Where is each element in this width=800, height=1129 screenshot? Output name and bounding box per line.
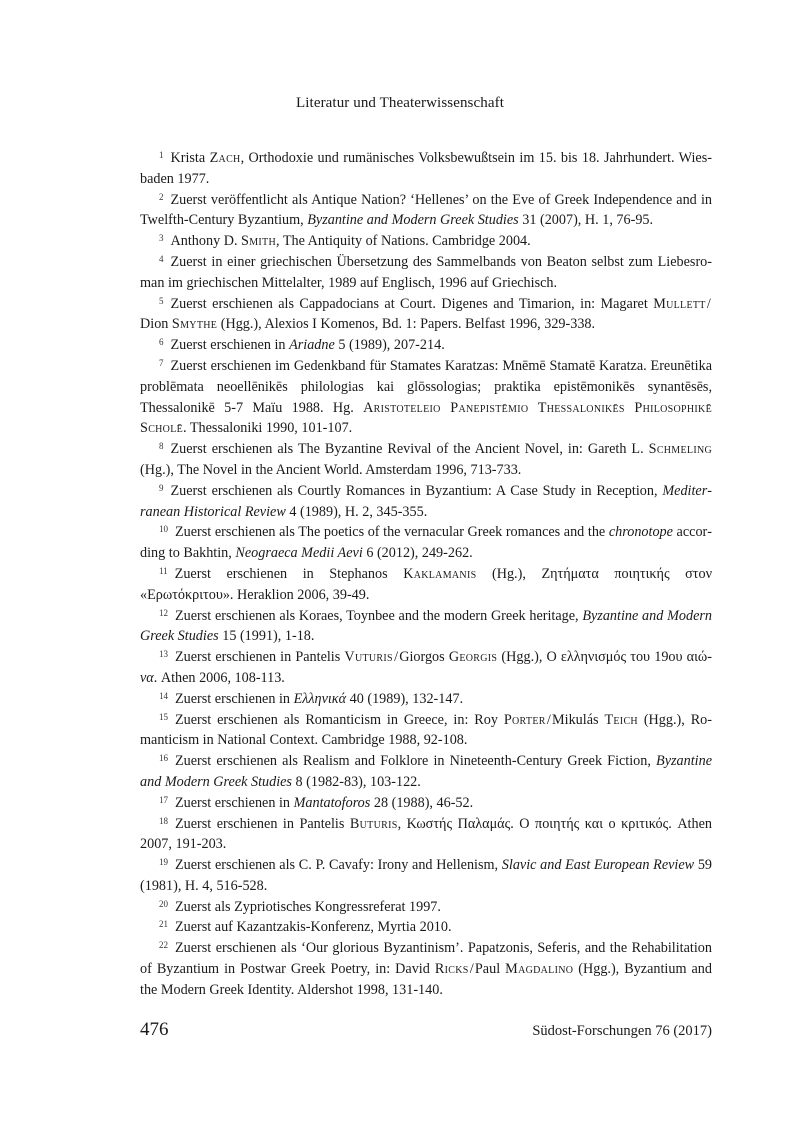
footnotes-section — [140, 148, 712, 1001]
footnote-number: 18 — [159, 815, 168, 826]
footnote-text: Zuerst erschienen als The poetics of the vernacular Greek romances and the chronotope according to Bakhtin, Neograeca Medii Aevi 6 (2012), 249-262. — [140, 524, 712, 562]
footnote-number: 6 — [159, 337, 164, 348]
footnote-15 — [140, 710, 712, 752]
footnote-number: 5 — [159, 295, 164, 306]
footnote-3 — [140, 231, 712, 252]
footnote-1 — [140, 148, 712, 190]
footnote-text: Zuerst erschienen als Realism and Folklore in Nineteenth-Century Greek Fiction, Byzantine and Modern Greek Studies 8 (1982-83), 103-122. — [140, 753, 712, 790]
footnote-8 — [140, 439, 712, 481]
footnote-text: Zuerst erschienen in Ariadne 5 (1989), 207-214. — [170, 337, 445, 354]
footnote-text: Anthony D. Smith, The Antiquity of Nations. Cambridge 2004. — [170, 233, 531, 250]
footnote-number: 14 — [159, 690, 168, 701]
footnote-text: Zuerst veröffentlicht als Antique Nation? ‘Hellenes’ on the Eve of Greek Independence and in Twelfth-Century Byzantium, Byzantine and Modern Greek Studies 31 (2007), H. 1, 76-95. — [140, 191, 712, 229]
footnote-16 — [140, 751, 712, 793]
footnote-number: 17 — [159, 794, 168, 805]
footnote-number: 21 — [159, 919, 168, 930]
footnote-11 — [140, 564, 712, 606]
footnote-number: 16 — [159, 753, 168, 764]
footnote-21 — [140, 917, 712, 938]
footnote-5 — [140, 294, 712, 336]
footnote-text: Zuerst auf Kazantzakis-Konferenz, Myrtia 2010. — [175, 919, 452, 936]
footnote-text: Zuerst erschienen in Pantelis Buturis, Κωστής Παλαμάς. Ο ποιητής και ο κριτικός. Athen 2007, 191-203. — [140, 815, 712, 853]
footnote-text: Krista Zach, Orthodoxie und rumänisches Volksbewußtsein im 15. bis 18. Jahrhundert. Wiesbaden 1977. — [140, 150, 712, 187]
footnote-19 — [140, 855, 712, 897]
footnote-text: Zuerst erschienen als Courtly Romances in Byzantium: A Case Study in Reception, Mediterranean Historical Review 4 (1989), H. 2, 345-355. — [140, 482, 712, 520]
footnote-13 — [140, 647, 712, 689]
footnote-10 — [140, 522, 712, 564]
footnote-number: 15 — [159, 711, 168, 722]
footnote-number: 22 — [159, 940, 168, 951]
footnote-text: Zuerst als Zypriotisches Kongressreferat 1997. — [175, 898, 441, 915]
footnote-text: Zuerst erschienen als Cappadocians at Court. Digenes and Timarion, in: Magaret Mullett / Dion Smythe (Hgg.), Alexios I Komenos, Bd. 1: Papers. Belfast 1996, 329-338. — [140, 295, 712, 333]
page-number: 476 — [140, 1019, 169, 1040]
footnote-text: Zuerst erschienen als Koraes, Toynbee and the modern Greek heritage, Byzantine and Modern Greek Studies 15 (1991), 1-18. — [140, 607, 712, 645]
footnote-number: 9 — [159, 482, 164, 493]
footnote-12 — [140, 606, 712, 648]
footnote-number: 8 — [159, 441, 164, 452]
footnote-text: Zuerst erschienen als The Byzantine Revival of the Ancient Novel, in: Gareth L. Schmeling (Hg.), The Novel in the Ancient World. Amsterdam 1996, 713-733. — [140, 441, 712, 478]
footnote-20 — [140, 897, 712, 918]
footnote-9 — [140, 481, 712, 523]
footnote-text: Zuerst erschienen als C. P. Cavafy: Irony and Hellenism, Slavic and East European Review 59 (1981), H. 4, 516-528. — [140, 857, 713, 894]
footnote-6 — [140, 335, 712, 356]
footnote-text: Zuerst erschienen als Romanticism in Greece, in: Roy Porter / Mikulás Teich (Hgg.), Romanticism in National Context. Cambridge 1988, 92-108. — [140, 711, 712, 749]
footnote-7 — [140, 356, 712, 439]
running-header: Literatur und Theaterwissenschaft — [296, 95, 504, 111]
footnote-number: 11 — [159, 565, 168, 576]
footnote-number: 12 — [159, 607, 168, 618]
footnote-text: Zuerst erschienen in Mantatoforos 28 (1988), 46-52. — [175, 794, 474, 811]
footnote-text: Zuerst erschienen als ‘Our glorious Byzantinism’. Papatzonis, Seferis, and the Rehabilitation of Byzantium in Postwar Greek Poetry, in: David Ricks / Paul Magdalino (Hgg.), Byzantium and the Modern Greek Identity. Aldershot 1998, 131-140. — [140, 940, 712, 998]
footnote-22 — [140, 938, 712, 1000]
footnote-number: 1 — [159, 150, 164, 160]
journal-citation: Südost-Forschungen 76 (2017) — [532, 1023, 712, 1039]
footnote-number: 7 — [159, 357, 164, 368]
footnote-18 — [140, 814, 712, 856]
footnote-number: 20 — [159, 898, 168, 909]
footnote-number: 13 — [159, 649, 168, 660]
footnote-text: Zuerst erschienen in Ελληνικά 40 (1989), 132-147. — [175, 690, 464, 707]
footnote-text: Zuerst erschienen in Pantelis Vuturis / Giorgos Georgis (Hgg.), Ο ελληνισμός του 19ου αιώνα. Athen 2006, 108-113. — [140, 649, 712, 686]
footnote-number: 2 — [159, 191, 164, 202]
footnote-2 — [140, 190, 712, 232]
footnote-number: 4 — [159, 253, 164, 264]
footnote-number: 3 — [159, 233, 164, 244]
footnote-14 — [140, 689, 712, 710]
footnote-17 — [140, 793, 712, 814]
footnote-text: Zuerst erschienen im Gedenkband für Stamates Karatzas: Mnēmē Stamatē Karatza. Ereunētika problēmata neoellēnikēs philologias kai glōssologias; praktika epistēmonikēs synantēsēs, Thessalonikē 5-7 Maïu 1988. Hg. Aristoteleio Panepistēmio Thessalonikēs Philosophikē Scholē. Thessaloniki 1990, 101-107. — [140, 357, 712, 437]
footnote-number: 19 — [159, 857, 168, 868]
footnote-text: Zuerst in einer griechischen Übersetzung des Sammelbands von Beaton selbst zum Liebesroman im griechischen Mittelalter, 1989 auf Englisch, 1996 auf Griechisch. — [140, 253, 712, 291]
footnote-text: Zuerst erschienen in Stephanos Kaklamanis (Hg.), Ζητήματα ποιητικής στον «Ερωτόκριτου». Heraklion 2006, 39-49. — [140, 565, 712, 603]
footnote-4 — [140, 252, 712, 294]
footnote-number: 10 — [159, 524, 168, 535]
